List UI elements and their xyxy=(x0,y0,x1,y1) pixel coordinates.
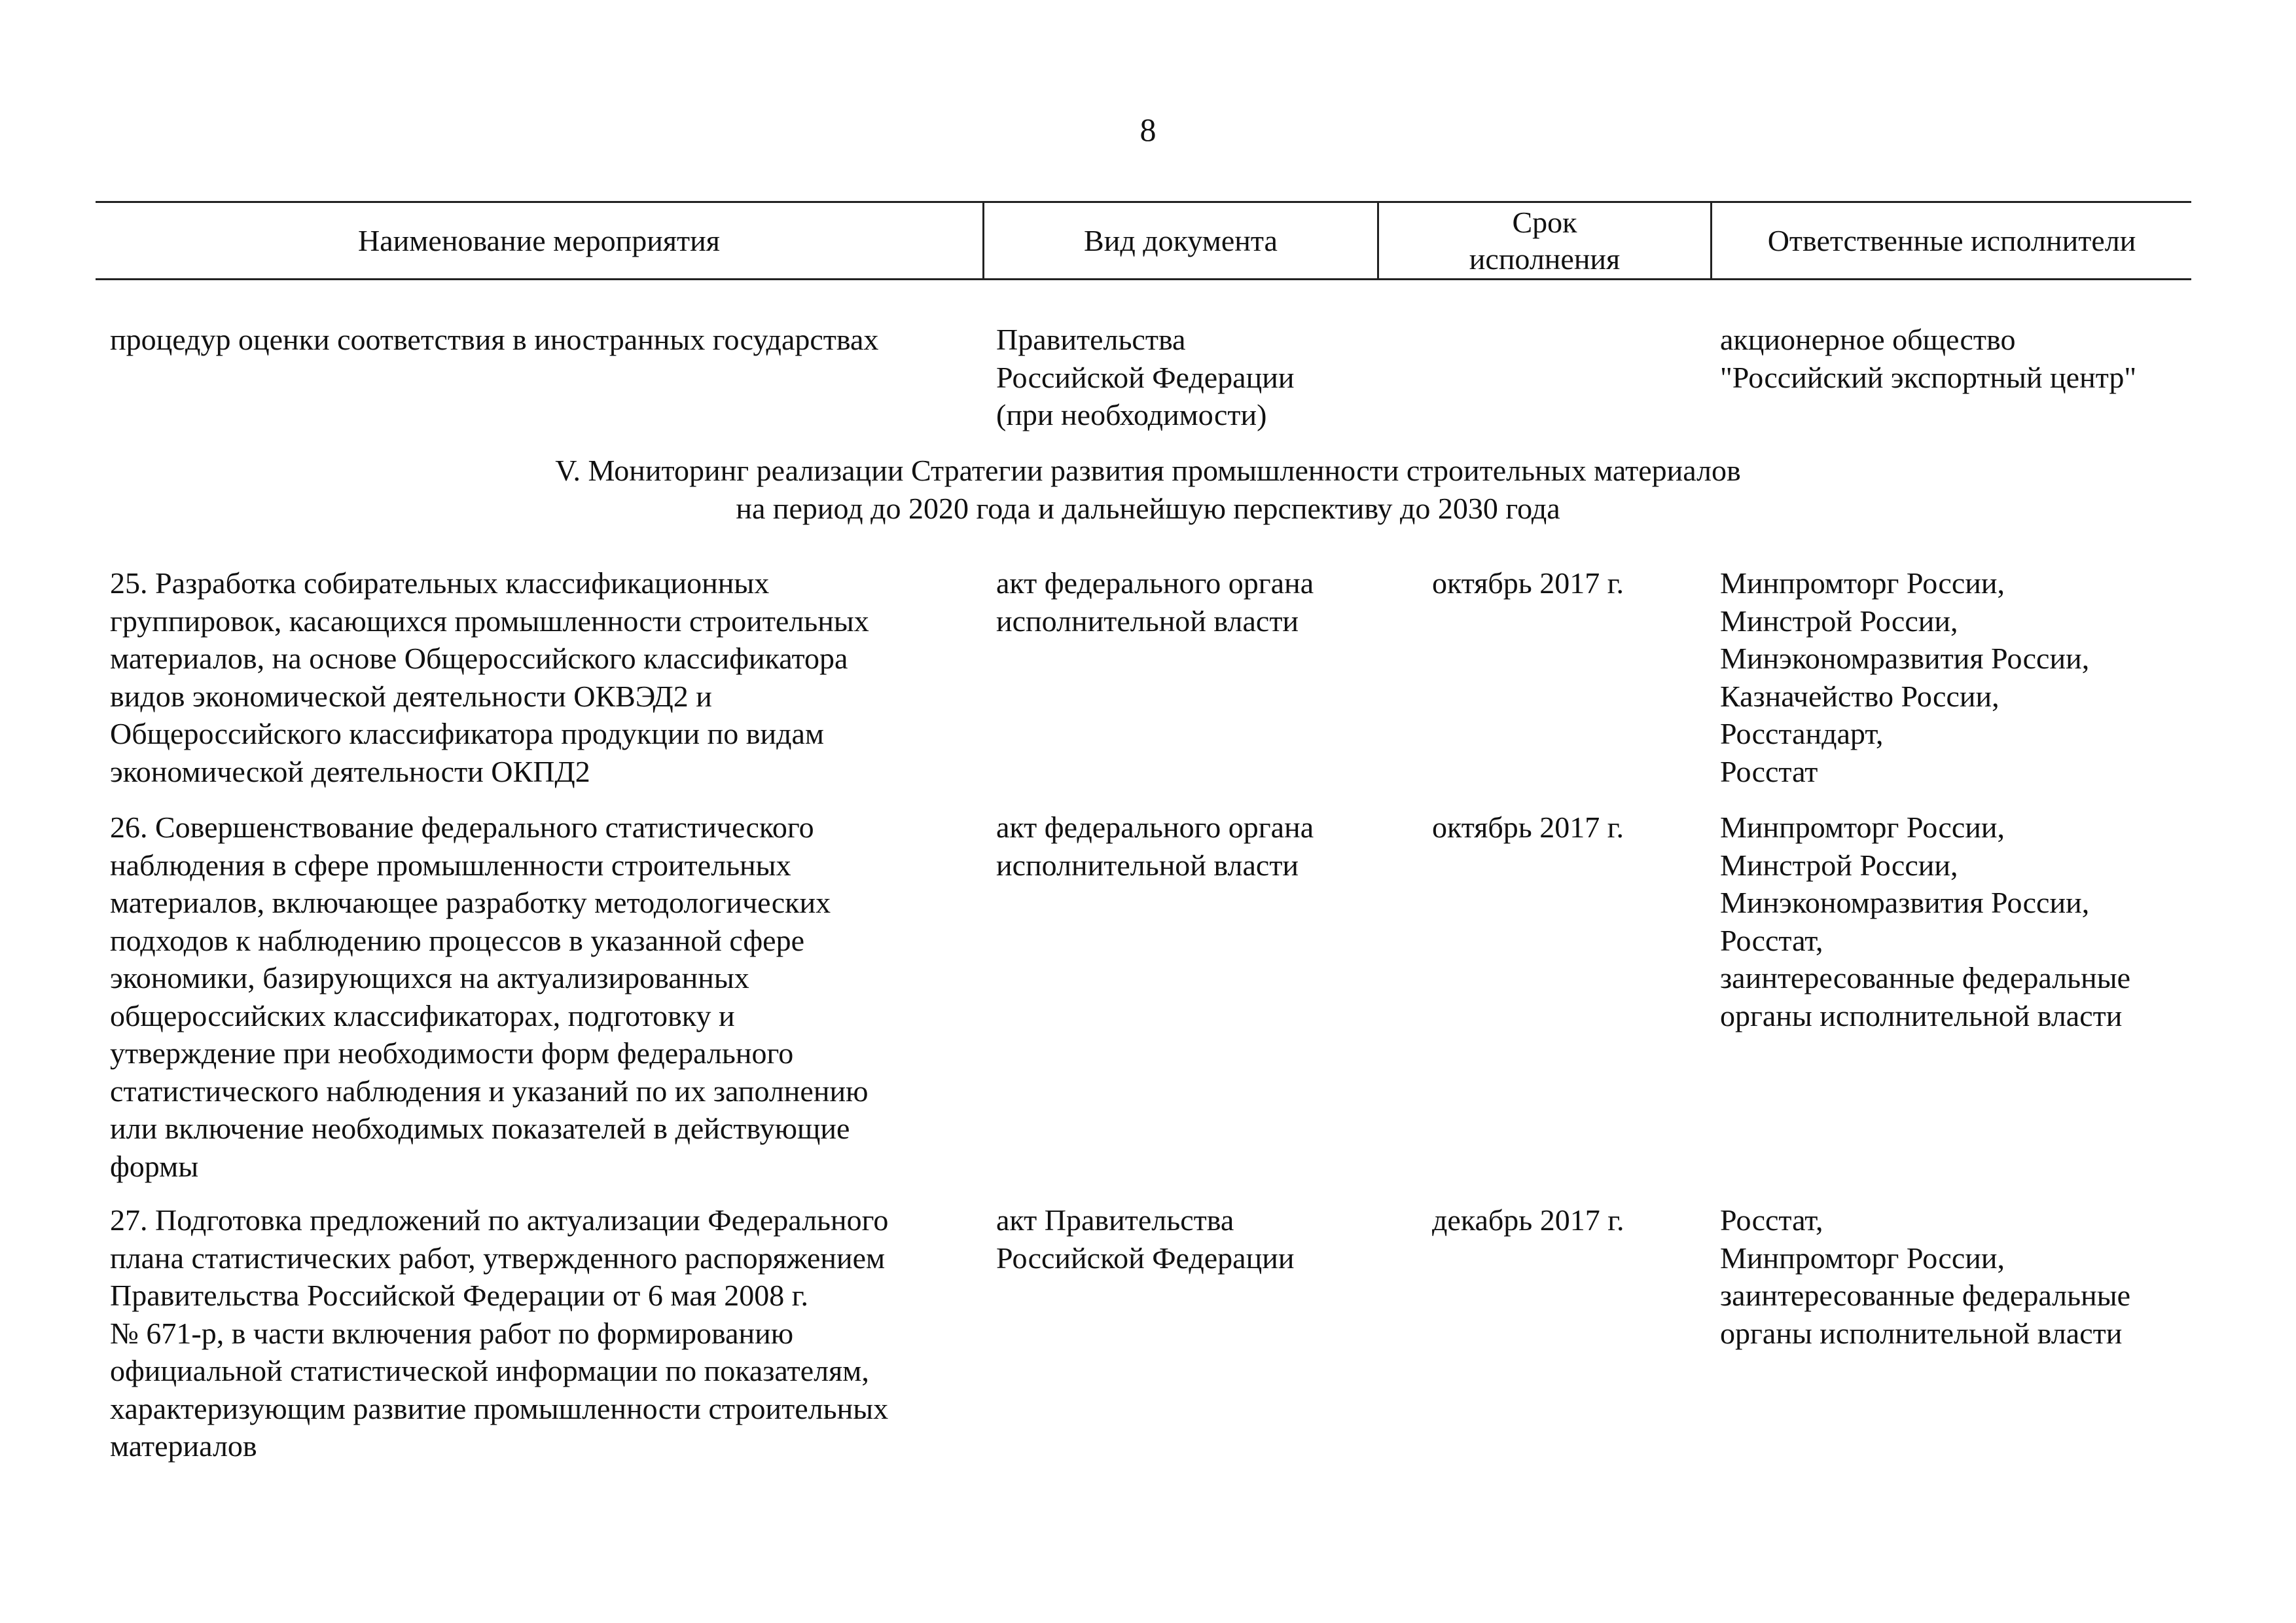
header-doc-type-label: Вид документа xyxy=(1084,223,1278,257)
continuation-name: процедур оценки соответствия в иностранных государствах xyxy=(110,323,879,356)
header-name-label: Наименование мероприятия xyxy=(358,223,720,257)
row-25-deadline: октябрь 2017 г. xyxy=(1432,566,1624,600)
header-deadline xyxy=(1379,203,1710,278)
row-26-name: 26. Совершенствование федерального статистического наблюдения в сфере промышленности строительных материалов, включающее разработку методологических подходов к наблюдению процессов в указанной сфере экономики, базирующихся на актуализированных общероссийских классификаторах, подготовку и утверждение при необходимости форм федерального статистического наблюдения и указаний по их заполнению или включение необходимых показателей в действующие формы xyxy=(110,811,869,1183)
row-25-doc-type: акт федерального органа исполнительной власти xyxy=(996,566,1314,638)
row-27-deadline: декабрь 2017 г. xyxy=(1432,1203,1624,1237)
header-responsible xyxy=(1712,203,2191,278)
row-26-deadline: октябрь 2017 г. xyxy=(1432,811,1624,844)
page-number: 8 xyxy=(1139,111,1157,148)
table-header-bottom-rule xyxy=(96,278,2191,280)
row-27-name: 27. Подготовка предложений по актуализации Федерального плана статистических работ, утвержденного распоряжением Правительства Российской Федерации от 6 мая 2008 г. № 671-р, в части включения работ по формированию официальной статистической информации по показателям, характеризующим развитие промышленности строительных материалов xyxy=(110,1203,889,1463)
header-doc-type xyxy=(984,203,1377,278)
row-25-name: 25. Разработка собирательных классификационных группировок, касающихся промышленности строительных материалов, на основе Общероссийского классификатора видов экономической деятельности ОКВЭД2 и Общероссийского классификатора продукции по видам экономической деятельности ОКПД2 xyxy=(110,566,869,788)
continuation-doc-type: Правительства Российской Федерации (при необходимости) xyxy=(996,323,1295,431)
row-26-responsible: Минпромторг России, Минстрой России, Минэкономразвития России, Росстат, заинтересованные федеральные органы исполнительной власти xyxy=(1720,811,2131,1032)
section-title-line1: V. Мониторинг реализации Стратегии развития промышленности строительных материалов xyxy=(555,454,1741,487)
row-26-doc-type: акт федерального органа исполнительной власти xyxy=(996,811,1314,882)
section-title-line2: на период до 2020 года и дальнейшую перспективу до 2030 года xyxy=(736,492,1560,525)
header-deadline-line2: исполнения xyxy=(1469,242,1621,276)
header-responsible-label: Ответственные исполнители xyxy=(1767,223,2136,257)
row-25-responsible: Минпромторг России, Минстрой России, Минэкономразвития России, Казначейство России, Росстандарт, Росстат xyxy=(1720,566,2090,788)
header-name xyxy=(96,203,982,278)
row-27-responsible: Росстат, Минпромторг России, заинтересованные федеральные органы исполнительной власти xyxy=(1720,1203,2131,1350)
continuation-responsible: акционерное общество "Российский экспортный центр" xyxy=(1720,323,2137,394)
header-deadline-line1: Срок xyxy=(1512,205,1577,239)
row-27-doc-type: акт Правительства Российской Федерации xyxy=(996,1203,1295,1275)
